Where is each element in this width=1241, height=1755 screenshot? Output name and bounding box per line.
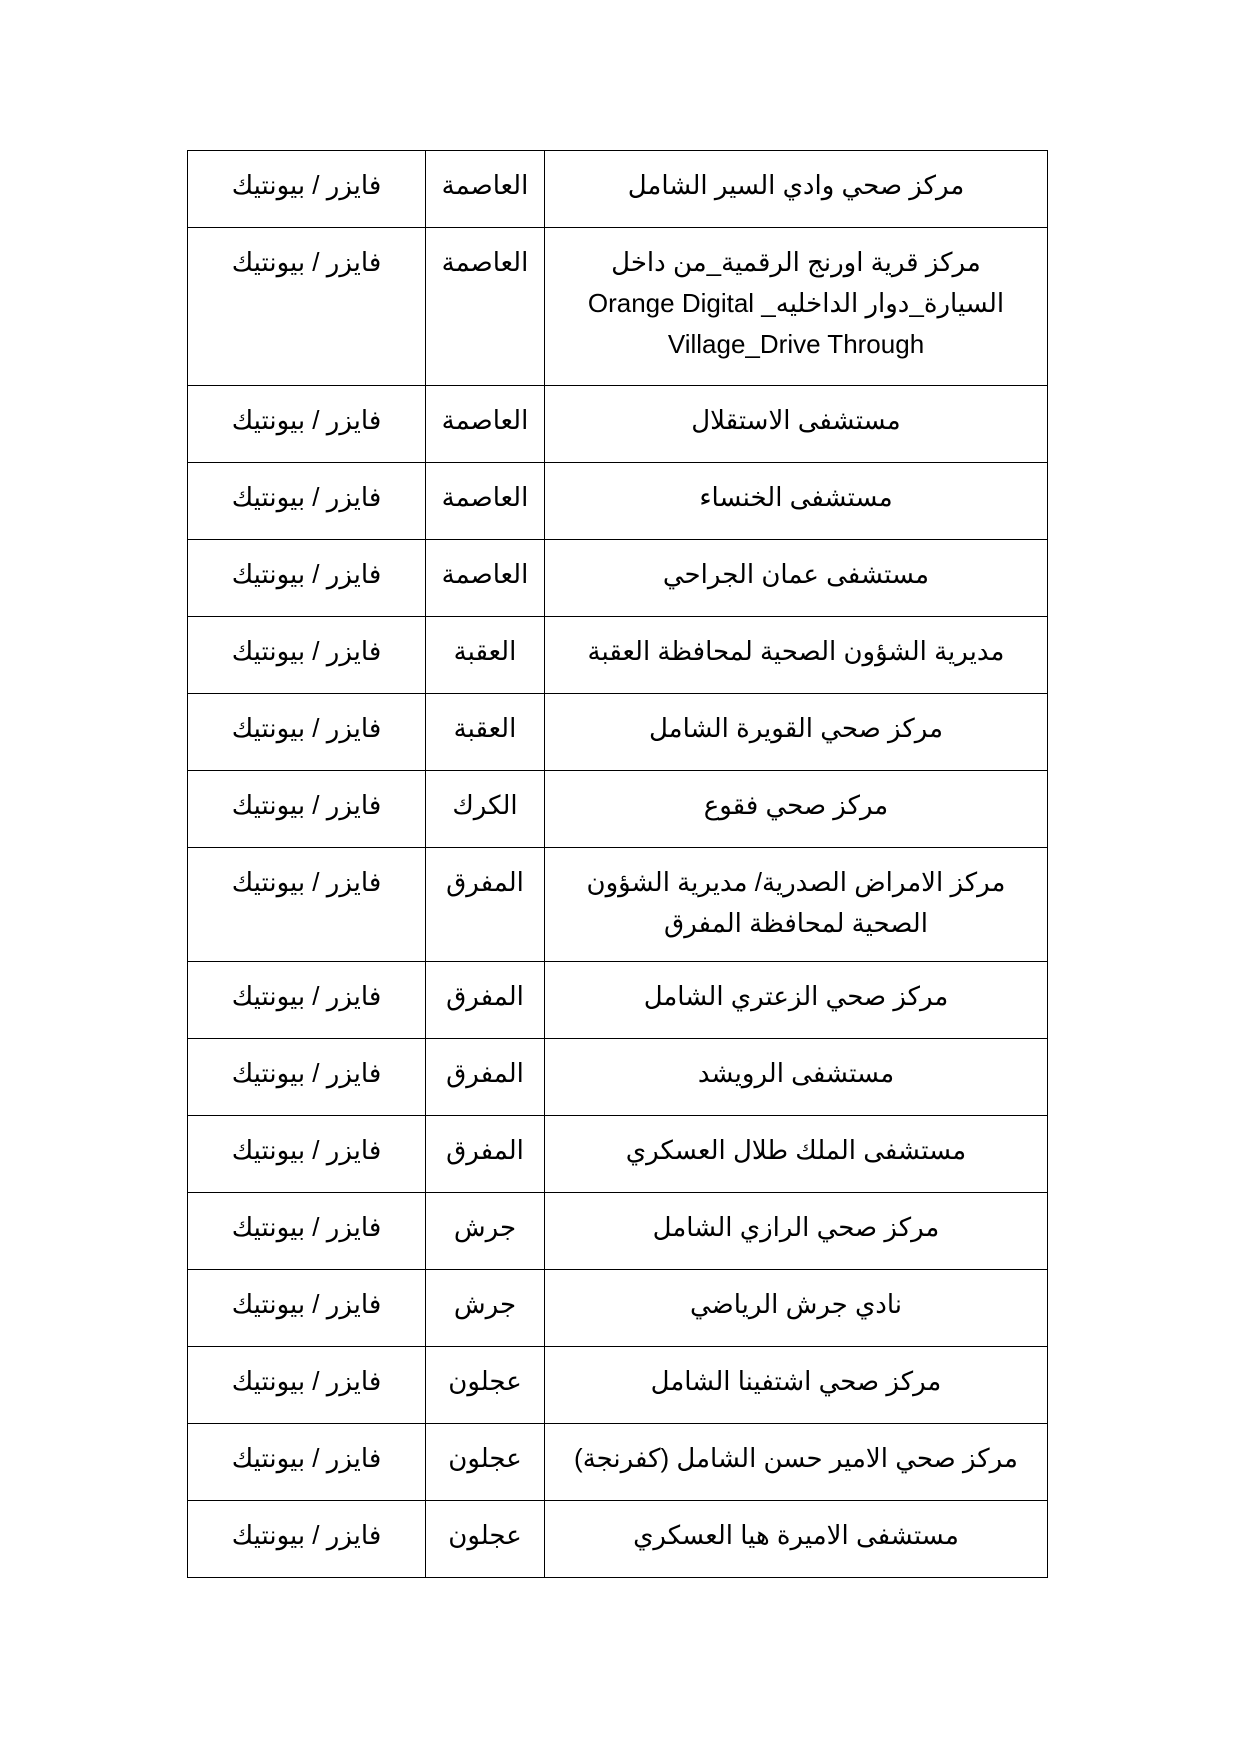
governorate-cell: الكرك	[426, 771, 545, 848]
governorate-cell: المفرق	[426, 962, 545, 1039]
site-name-cell: مركز صحي اشتفينا الشامل	[545, 1347, 1048, 1424]
vaccination-sites-table-body	[188, 151, 1048, 1578]
site-name-cell: مستشفى الخنساء	[545, 463, 1048, 540]
vaccine-cell: فايزر / بيونتيك	[188, 1501, 426, 1578]
table-row	[188, 1193, 1048, 1270]
table-row	[188, 228, 1048, 386]
table-row	[188, 1039, 1048, 1116]
table-row	[188, 1270, 1048, 1347]
vaccine-cell: فايزر / بيونتيك	[188, 1347, 426, 1424]
table-row	[188, 848, 1048, 962]
vaccine-cell: فايزر / بيونتيك	[188, 617, 426, 694]
governorate-cell: العقبة	[426, 694, 545, 771]
table-row	[188, 771, 1048, 848]
governorate-cell: عجلون	[426, 1424, 545, 1501]
table-row	[188, 386, 1048, 463]
vaccination-sites-table	[187, 150, 1048, 1578]
site-name-cell: نادي جرش الرياضي	[545, 1270, 1048, 1347]
vaccine-cell: فايزر / بيونتيك	[188, 848, 426, 962]
vaccine-cell: فايزر / بيونتيك	[188, 1116, 426, 1193]
governorate-cell: العقبة	[426, 617, 545, 694]
governorate-cell: جرش	[426, 1270, 545, 1347]
vaccine-cell: فايزر / بيونتيك	[188, 1039, 426, 1116]
table-row	[188, 1116, 1048, 1193]
governorate-cell: العاصمة	[426, 386, 545, 463]
governorate-cell: العاصمة	[426, 151, 545, 228]
governorate-cell: عجلون	[426, 1347, 545, 1424]
site-name-cell: مركز صحي فقوع	[545, 771, 1048, 848]
site-name-cell: مركز صحي الرازي الشامل	[545, 1193, 1048, 1270]
vaccine-cell: فايزر / بيونتيك	[188, 540, 426, 617]
governorate-cell: جرش	[426, 1193, 545, 1270]
governorate-cell: العاصمة	[426, 463, 545, 540]
table-row	[188, 962, 1048, 1039]
table-row	[188, 540, 1048, 617]
governorate-cell: المفرق	[426, 1116, 545, 1193]
table-row	[188, 1424, 1048, 1501]
vaccine-cell: فايزر / بيونتيك	[188, 386, 426, 463]
table-row	[188, 151, 1048, 228]
governorate-cell: المفرق	[426, 848, 545, 962]
vaccine-cell: فايزر / بيونتيك	[188, 1424, 426, 1501]
vaccine-cell: فايزر / بيونتيك	[188, 463, 426, 540]
table-row	[188, 1347, 1048, 1424]
site-name-cell: مستشفى الاميرة هيا العسكري	[545, 1501, 1048, 1578]
site-name-cell: مركز صحي الامير حسن الشامل (كفرنجة)	[545, 1424, 1048, 1501]
site-name-cell: مستشفى الملك طلال العسكري	[545, 1116, 1048, 1193]
site-name-cell: مركز صحي الزعتري الشامل	[545, 962, 1048, 1039]
vaccine-cell: فايزر / بيونتيك	[188, 962, 426, 1039]
vaccine-cell: فايزر / بيونتيك	[188, 771, 426, 848]
table-row	[188, 617, 1048, 694]
table-row	[188, 1501, 1048, 1578]
site-name-cell: مستشفى الرويشد	[545, 1039, 1048, 1116]
site-name-cell: مركز صحي القويرة الشامل	[545, 694, 1048, 771]
site-name-cell: مركز قرية اورنج الرقمية_من داخل السيارة_دوار الداخليه_ Orange Digital Village_Drive Through	[545, 228, 1048, 386]
vaccine-cell: فايزر / بيونتيك	[188, 1270, 426, 1347]
governorate-cell: عجلون	[426, 1501, 545, 1578]
table-row	[188, 694, 1048, 771]
vaccine-cell: فايزر / بيونتيك	[188, 151, 426, 228]
site-name-cell: مركز الامراض الصدرية/ مديرية الشؤون الصحية لمحافظة المفرق	[545, 848, 1048, 962]
governorate-cell: المفرق	[426, 1039, 545, 1116]
governorate-cell: العاصمة	[426, 540, 545, 617]
site-name-cell: مستشفى عمان الجراحي	[545, 540, 1048, 617]
site-name-cell: مركز صحي وادي السير الشامل	[545, 151, 1048, 228]
table-row	[188, 463, 1048, 540]
vaccine-cell: فايزر / بيونتيك	[188, 228, 426, 386]
governorate-cell: العاصمة	[426, 228, 545, 386]
vaccine-cell: فايزر / بيونتيك	[188, 1193, 426, 1270]
site-name-cell: مديرية الشؤون الصحية لمحافظة العقبة	[545, 617, 1048, 694]
vaccine-cell: فايزر / بيونتيك	[188, 694, 426, 771]
site-name-cell: مستشفى الاستقلال	[545, 386, 1048, 463]
